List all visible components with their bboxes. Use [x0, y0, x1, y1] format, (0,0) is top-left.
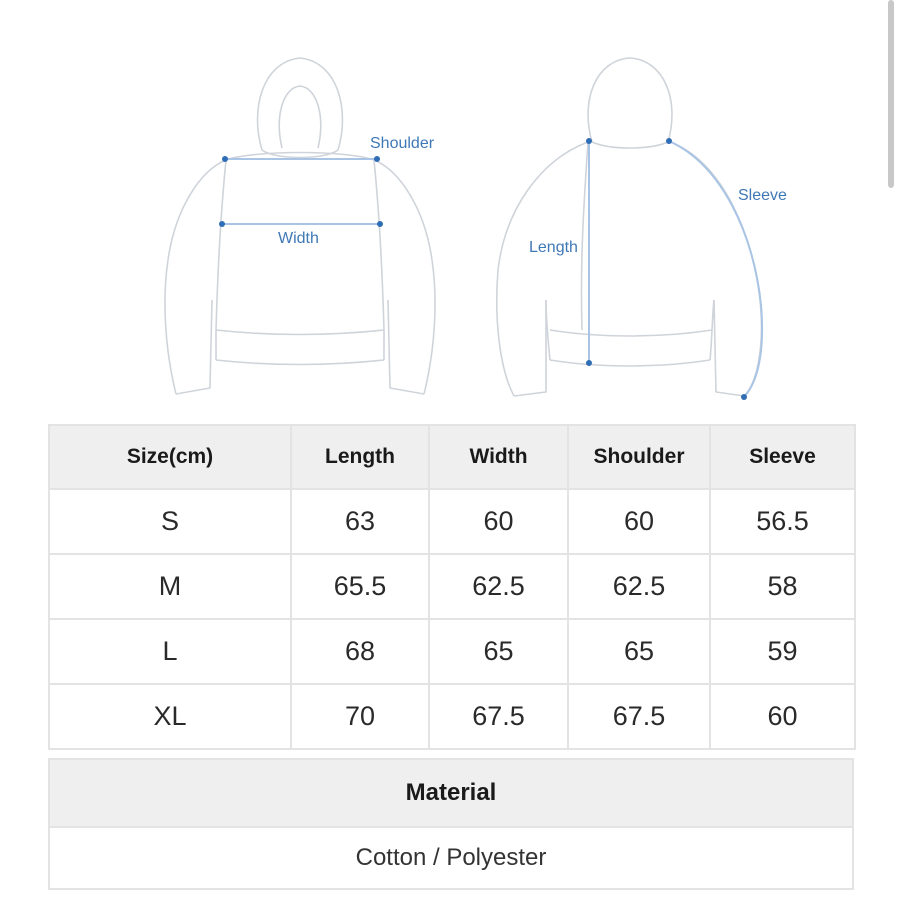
- material-value: Cotton / Polyester: [49, 827, 853, 889]
- size-table: [48, 424, 856, 750]
- table-cell: 65: [568, 619, 710, 684]
- front-measure-lines: [219, 156, 383, 227]
- header-length: Length: [291, 425, 429, 489]
- width-label: Width: [278, 230, 319, 247]
- material-value-row: [49, 827, 853, 889]
- table-cell: 60: [429, 489, 568, 554]
- material-header-row: [49, 759, 853, 827]
- table-cell: XL: [49, 684, 291, 749]
- table-cell: L: [49, 619, 291, 684]
- material-header: Material: [49, 759, 853, 827]
- table-cell: 58: [710, 554, 855, 619]
- table-cell: 65: [429, 619, 568, 684]
- table-cell: 60: [568, 489, 710, 554]
- table-cell: 67.5: [429, 684, 568, 749]
- table-cell: 67.5: [568, 684, 710, 749]
- table-cell: 60: [710, 684, 855, 749]
- hoodie-illustration: [0, 0, 900, 410]
- table-cell: 65.5: [291, 554, 429, 619]
- hoodie-front-outline: [165, 58, 435, 394]
- table-cell: M: [49, 554, 291, 619]
- hoodie-back-outline: [497, 58, 762, 396]
- table-cell: 62.5: [568, 554, 710, 619]
- material-table: [48, 758, 854, 890]
- table-cell: 68: [291, 619, 429, 684]
- scrollbar[interactable]: [888, 0, 894, 188]
- table-cell: S: [49, 489, 291, 554]
- shoulder-label: Shoulder: [370, 135, 435, 152]
- measurement-diagram: [0, 0, 900, 410]
- length-label: Length: [529, 239, 578, 256]
- table-cell: 70: [291, 684, 429, 749]
- table-cell: 59: [710, 619, 855, 684]
- table-cell: 56.5: [710, 489, 855, 554]
- header-size: Size(cm): [49, 425, 291, 489]
- table-cell: 63: [291, 489, 429, 554]
- back-measure-lines: [586, 138, 762, 400]
- table-row: [49, 489, 855, 554]
- table-row: [49, 619, 855, 684]
- table-row: [49, 684, 855, 749]
- header-width: Width: [429, 425, 568, 489]
- table-cell: 62.5: [429, 554, 568, 619]
- header-sleeve: Sleeve: [710, 425, 855, 489]
- size-table-header-row: [49, 425, 855, 489]
- header-shoulder: Shoulder: [568, 425, 710, 489]
- table-row: [49, 554, 855, 619]
- sleeve-label: Sleeve: [738, 187, 787, 204]
